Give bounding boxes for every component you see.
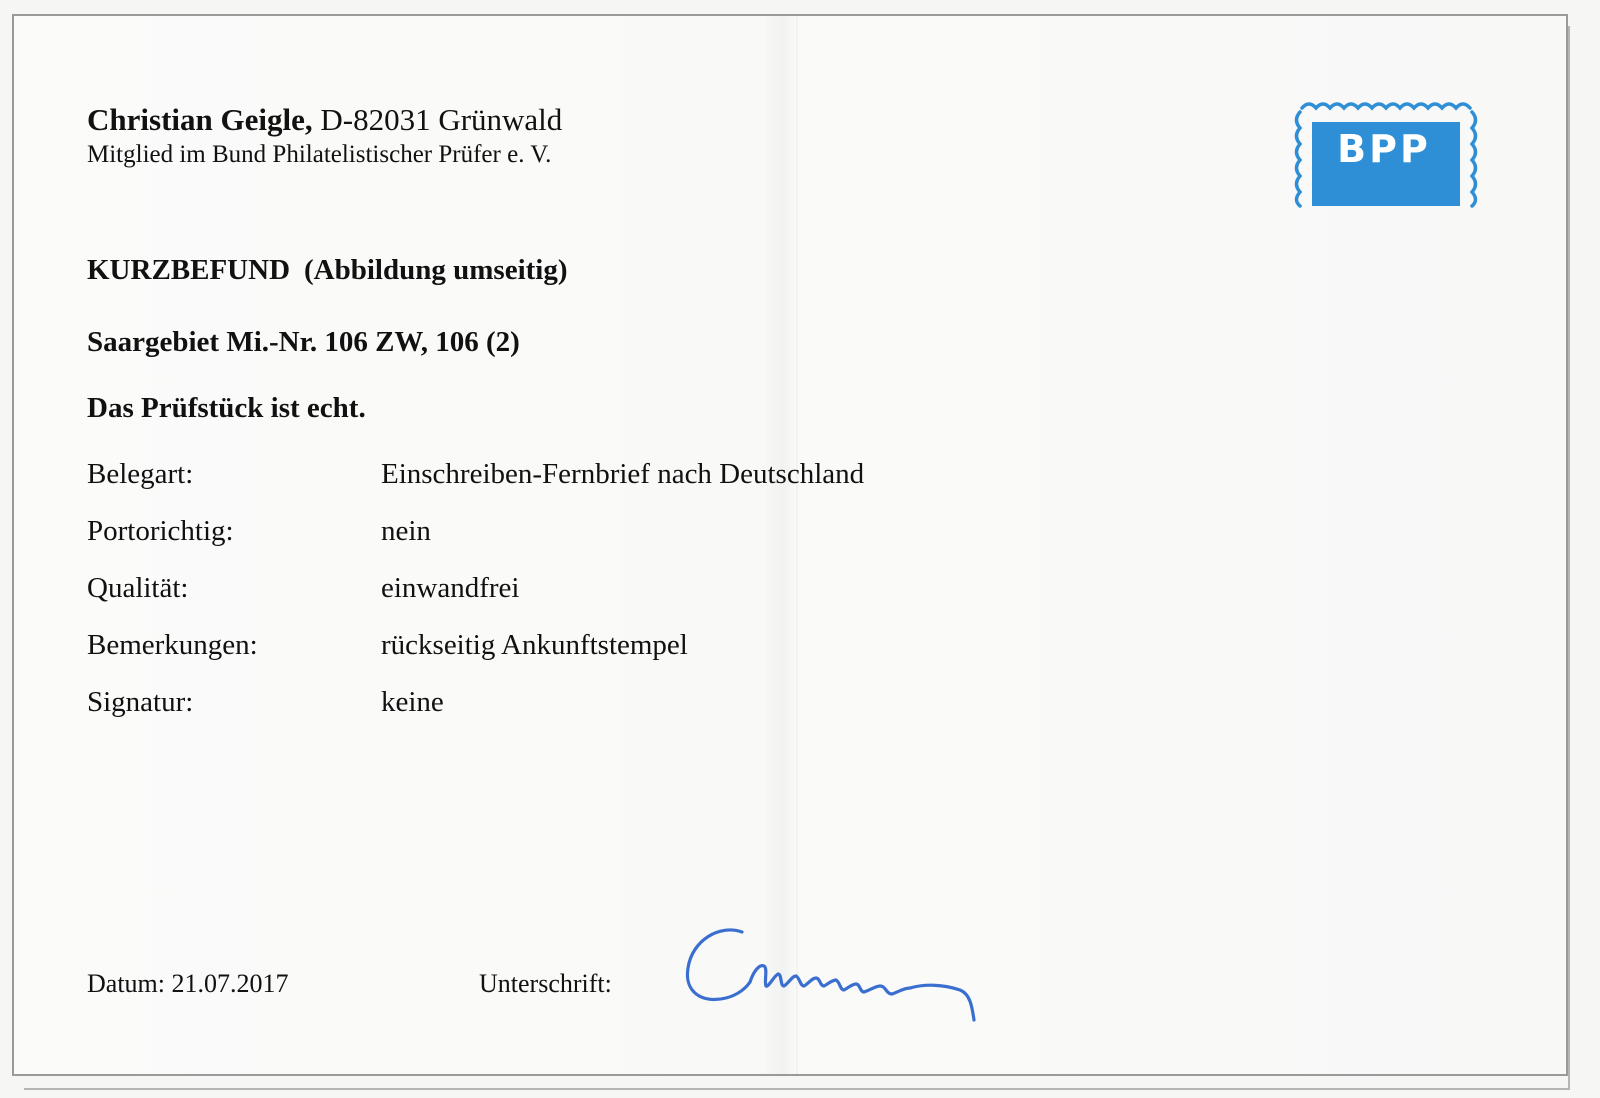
report-title-note: (Abbildung umseitig) [304, 254, 568, 286]
catalog-number: Saargebiet Mi.-Nr. 106 ZW, 106 (2) [87, 326, 520, 358]
field-label: Belegart: [87, 458, 194, 490]
report-title-line [87, 254, 568, 287]
issuer-name-line [87, 102, 562, 138]
field-value: einwandfrei [381, 572, 520, 604]
field-label: Bemerkungen: [87, 629, 258, 661]
issuer-membership: Mitglied im Bund Philatelistischer Prüfer e. V. [87, 141, 552, 168]
field-label: Portorichtig: [87, 515, 234, 547]
verdict: Das Prüfstück ist echt. [87, 392, 366, 424]
bpp-logo-text: BPP [1337, 127, 1431, 171]
issue-date: Datum: 21.07.2017 [87, 969, 289, 998]
issuer-name: Christian Geigle, [87, 102, 313, 137]
issuer-location: D-82031 Grünwald [312, 102, 563, 137]
field-value: rückseitig Ankunftstempel [381, 629, 688, 661]
field-value: keine [381, 686, 444, 718]
report-title: KURZBEFUND [87, 254, 291, 286]
field-value: nein [381, 515, 431, 547]
signature-label: Unterschrift: [479, 969, 612, 998]
field-label: Signatur: [87, 686, 194, 718]
handwritten-signature-icon [680, 920, 1000, 1050]
bpp-logo-icon [1292, 98, 1482, 210]
field-label: Qualität: [87, 572, 189, 604]
field-value: Einschreiben-Fernbrief nach Deutschland [381, 458, 865, 490]
